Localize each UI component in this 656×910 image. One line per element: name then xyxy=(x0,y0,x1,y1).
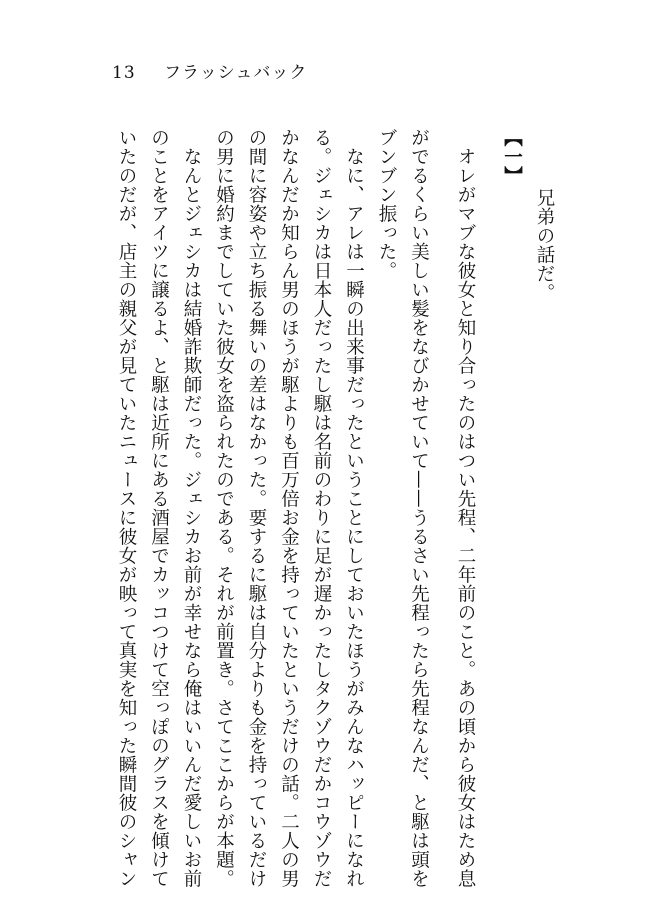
text-line: なんとジェシカは結婚詐欺師だった。ジェシカお前が幸せなら俺はいいんだ愛しいお前 xyxy=(181,146,202,888)
vertical-body-text xyxy=(110,128,561,888)
text-line: いたのだが、店主の親父が見ていたニュースに彼女が映って真実を知った瞬間彼のシャン xyxy=(116,128,137,888)
text-line: の間に容姿や立ち振る舞いの差はなかった。要するに駆は自分よりも金を持っているだけ xyxy=(246,128,267,888)
text-line: ブンブン振った。 xyxy=(376,128,397,280)
text-line: なに、アレは一瞬の出来事だったということにしておいたほうがみんなハッピーになれ xyxy=(343,146,365,888)
text-line: のことをアイツに譲るよ、と駆は近所にある酒屋でカッコつけて空っぽのグラスを傾けて xyxy=(148,128,170,888)
text-line: がでるくらい美しい髪をなびかせていて——うるさい先程ったら先程なんだ、と駆は頭を xyxy=(408,128,430,888)
text-line: の男に婚約までしていた彼女を盗られたのである。それが前置き。さてここからが本題。 xyxy=(213,128,235,888)
text-line: かなんだか知らん男のほうが駆よりも百万倍お金を持っていたというだけの話。二人の男 xyxy=(278,128,300,888)
running-header xyxy=(112,58,307,83)
page-number: 13 xyxy=(112,63,136,83)
chapter-title: 兄弟の話だ。 xyxy=(534,188,555,302)
text-line: る。ジェシカは日本人だったし駆は名前のわりに足が遅かったしタクゾウだかコウゾウだ xyxy=(311,128,332,888)
section-mark: 【一】 xyxy=(501,128,523,185)
running-title: フラッシュバック xyxy=(164,63,308,83)
text-line: オレがマブな彼女と知り合ったのはつい先程、二年前のこと。あの頃から彼女はため息 xyxy=(455,146,476,888)
